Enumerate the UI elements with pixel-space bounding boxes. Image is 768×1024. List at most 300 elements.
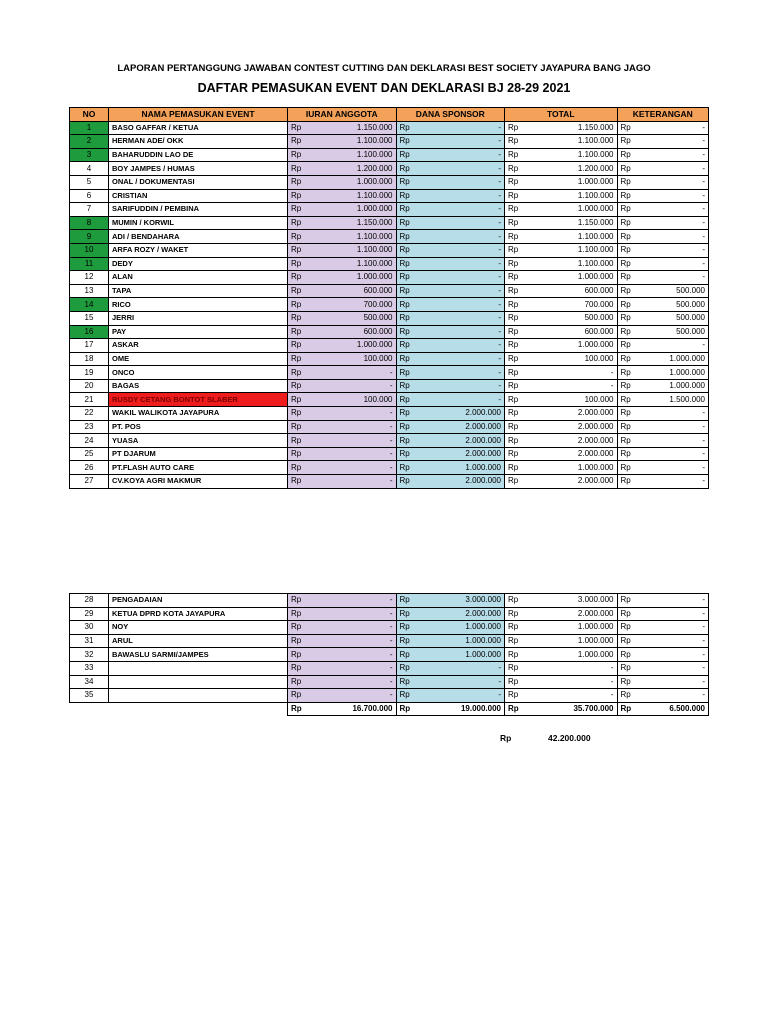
iuran-currency: Rp bbox=[288, 216, 313, 230]
iuran-currency: Rp bbox=[288, 648, 313, 662]
dana-amount: - bbox=[421, 271, 505, 285]
report-subtitle: LAPORAN PERTANGGUNG JAWABAN CONTEST CUTTING DAN DEKLARASI BEST SOCIETY JAYAPURA BANG JAGO bbox=[117, 63, 651, 74]
ket-currency: Rp bbox=[617, 189, 642, 203]
member-name: CV.KOYA AGRI MAKMUR bbox=[109, 475, 288, 489]
iuran-amount: - bbox=[312, 634, 396, 648]
dana-amount: 1.000.000 bbox=[421, 648, 505, 662]
total-currency: Rp bbox=[505, 420, 530, 434]
ket-amount: - bbox=[642, 339, 709, 353]
total-currency: Rp bbox=[505, 366, 530, 380]
ket-amount: - bbox=[642, 434, 709, 448]
dana-amount: - bbox=[421, 325, 505, 339]
table-row bbox=[70, 189, 709, 203]
ket-amount: - bbox=[642, 661, 709, 675]
col-header-keterangan: KETERANGAN bbox=[617, 108, 709, 122]
iuran-amount: 1.100.000 bbox=[312, 230, 396, 244]
iuran-amount: - bbox=[312, 366, 396, 380]
total-amount: 1.000.000 bbox=[529, 271, 617, 285]
total-amount: 2.000.000 bbox=[529, 607, 617, 621]
table-row bbox=[70, 461, 709, 475]
ket-amount: 1.000.000 bbox=[642, 366, 709, 380]
ket-amount: 1.000.000 bbox=[642, 352, 709, 366]
row-number: 25 bbox=[70, 447, 109, 461]
table-row bbox=[70, 648, 709, 662]
dana-currency: Rp bbox=[396, 407, 421, 421]
table-row bbox=[70, 121, 709, 135]
dana-currency: Rp bbox=[396, 621, 421, 635]
member-name: PENGADAIAN bbox=[109, 594, 288, 608]
ket-currency: Rp bbox=[617, 420, 642, 434]
total-amount: 3.000.000 bbox=[529, 594, 617, 608]
row-number: 3 bbox=[70, 148, 109, 162]
ket-currency: Rp bbox=[617, 339, 642, 353]
total-amount: 1.200.000 bbox=[529, 162, 617, 176]
ket-currency: Rp bbox=[617, 407, 642, 421]
dana-total-amount: 19.000.000 bbox=[421, 702, 505, 716]
total-amount: 600.000 bbox=[529, 284, 617, 298]
row-number: 4 bbox=[70, 162, 109, 176]
iuran-currency: Rp bbox=[288, 434, 313, 448]
ket-currency: Rp bbox=[617, 393, 642, 407]
ket-currency: Rp bbox=[617, 284, 642, 298]
total-amount: 1.100.000 bbox=[529, 257, 617, 271]
ket-currency: Rp bbox=[617, 148, 642, 162]
member-name: SARIFUDDIN / PEMBINA bbox=[109, 203, 288, 217]
dana-amount: - bbox=[421, 311, 505, 325]
table-row bbox=[70, 230, 709, 244]
iuran-currency: Rp bbox=[288, 352, 313, 366]
iuran-amount: 1.100.000 bbox=[312, 257, 396, 271]
dana-amount: - bbox=[421, 339, 505, 353]
iuran-amount: 1.100.000 bbox=[312, 189, 396, 203]
ket-amount: - bbox=[642, 230, 709, 244]
member-name: KETUA DPRD KOTA JAYAPURA bbox=[109, 607, 288, 621]
total-currency: Rp bbox=[505, 284, 530, 298]
total-total-currency: Rp bbox=[505, 702, 530, 716]
row-number: 10 bbox=[70, 243, 109, 257]
table-row bbox=[70, 366, 709, 380]
total-amount: 1.000.000 bbox=[529, 634, 617, 648]
dana-amount: 2.000.000 bbox=[421, 407, 505, 421]
member-name: BAWASLU SARMI/JAMPES bbox=[109, 648, 288, 662]
table-row bbox=[70, 420, 709, 434]
member-name bbox=[109, 661, 288, 675]
dana-amount: - bbox=[421, 298, 505, 312]
iuran-amount: - bbox=[312, 407, 396, 421]
table-row bbox=[70, 339, 709, 353]
total-amount: 100.000 bbox=[529, 393, 617, 407]
table-row bbox=[70, 311, 709, 325]
table-row bbox=[70, 271, 709, 285]
iuran-currency: Rp bbox=[288, 148, 313, 162]
table-row bbox=[70, 675, 709, 689]
iuran-currency: Rp bbox=[288, 420, 313, 434]
total-amount: 1.100.000 bbox=[529, 189, 617, 203]
ket-amount: - bbox=[642, 162, 709, 176]
income-table-continued bbox=[69, 593, 709, 716]
iuran-currency: Rp bbox=[288, 311, 313, 325]
ket-currency: Rp bbox=[617, 461, 642, 475]
dana-amount: - bbox=[421, 257, 505, 271]
total-currency: Rp bbox=[505, 339, 530, 353]
row-number: 12 bbox=[70, 271, 109, 285]
ket-amount: - bbox=[642, 689, 709, 703]
iuran-amount: 1.000.000 bbox=[312, 203, 396, 217]
iuran-amount: 1.100.000 bbox=[312, 135, 396, 149]
dana-currency: Rp bbox=[396, 661, 421, 675]
total-amount: 2.000.000 bbox=[529, 447, 617, 461]
member-name: RICO bbox=[109, 298, 288, 312]
dana-amount: 2.000.000 bbox=[421, 607, 505, 621]
iuran-amount: 1.000.000 bbox=[312, 339, 396, 353]
dana-currency: Rp bbox=[396, 461, 421, 475]
dana-currency: Rp bbox=[396, 325, 421, 339]
iuran-amount: - bbox=[312, 475, 396, 489]
iuran-currency: Rp bbox=[288, 393, 313, 407]
totals-spacer-name bbox=[109, 702, 288, 716]
total-currency: Rp bbox=[505, 189, 530, 203]
row-number: 11 bbox=[70, 257, 109, 271]
total-currency: Rp bbox=[505, 298, 530, 312]
ket-amount: 500.000 bbox=[642, 298, 709, 312]
row-number: 2 bbox=[70, 135, 109, 149]
row-number: 16 bbox=[70, 325, 109, 339]
row-number: 15 bbox=[70, 311, 109, 325]
total-currency: Rp bbox=[505, 661, 530, 675]
dana-amount: - bbox=[421, 366, 505, 380]
iuran-currency: Rp bbox=[288, 325, 313, 339]
total-currency: Rp bbox=[505, 325, 530, 339]
member-name: OME bbox=[109, 352, 288, 366]
row-number: 21 bbox=[70, 393, 109, 407]
iuran-currency: Rp bbox=[288, 121, 313, 135]
dana-amount: - bbox=[421, 243, 505, 257]
ket-currency: Rp bbox=[617, 607, 642, 621]
iuran-amount: 1.200.000 bbox=[312, 162, 396, 176]
dana-amount: 1.000.000 bbox=[421, 634, 505, 648]
iuran-amount: - bbox=[312, 461, 396, 475]
total-amount: 1.100.000 bbox=[529, 148, 617, 162]
ket-amount: - bbox=[642, 675, 709, 689]
table-row bbox=[70, 148, 709, 162]
dana-amount: - bbox=[421, 284, 505, 298]
member-name: PT. POS bbox=[109, 420, 288, 434]
dana-total-currency: Rp bbox=[396, 702, 421, 716]
total-currency: Rp bbox=[505, 121, 530, 135]
ket-currency: Rp bbox=[617, 661, 642, 675]
total-currency: Rp bbox=[505, 135, 530, 149]
member-name: BAGAS bbox=[109, 379, 288, 393]
ket-amount: - bbox=[642, 420, 709, 434]
ket-amount: - bbox=[642, 257, 709, 271]
total-currency: Rp bbox=[505, 352, 530, 366]
dana-amount: 2.000.000 bbox=[421, 447, 505, 461]
iuran-currency: Rp bbox=[288, 230, 313, 244]
ket-amount: - bbox=[642, 216, 709, 230]
ket-amount: - bbox=[642, 621, 709, 635]
total-amount: 500.000 bbox=[529, 311, 617, 325]
iuran-currency: Rp bbox=[288, 243, 313, 257]
member-name: BOY JAMPES / HUMAS bbox=[109, 162, 288, 176]
total-amount: 100.000 bbox=[529, 352, 617, 366]
ket-currency: Rp bbox=[617, 216, 642, 230]
dana-currency: Rp bbox=[396, 216, 421, 230]
row-number: 6 bbox=[70, 189, 109, 203]
total-amount: 1.100.000 bbox=[529, 243, 617, 257]
totals-spacer-no bbox=[70, 702, 109, 716]
row-number: 23 bbox=[70, 420, 109, 434]
ket-amount: - bbox=[642, 121, 709, 135]
row-number: 33 bbox=[70, 661, 109, 675]
member-name: ADI / BENDAHARA bbox=[109, 230, 288, 244]
dana-currency: Rp bbox=[396, 447, 421, 461]
total-currency: Rp bbox=[505, 230, 530, 244]
table-row bbox=[70, 475, 709, 489]
dana-amount: - bbox=[421, 135, 505, 149]
table-row bbox=[70, 407, 709, 421]
dana-currency: Rp bbox=[396, 243, 421, 257]
row-number: 28 bbox=[70, 594, 109, 608]
member-name: CRISTIAN bbox=[109, 189, 288, 203]
iuran-total-amount: 16.700.000 bbox=[312, 702, 396, 716]
iuran-total-currency: Rp bbox=[288, 702, 313, 716]
iuran-amount: 600.000 bbox=[312, 284, 396, 298]
row-number: 31 bbox=[70, 634, 109, 648]
ket-currency: Rp bbox=[617, 162, 642, 176]
iuran-currency: Rp bbox=[288, 475, 313, 489]
total-amount: 1.000.000 bbox=[529, 461, 617, 475]
dana-currency: Rp bbox=[396, 352, 421, 366]
col-header-no: NO bbox=[70, 108, 109, 122]
row-number: 27 bbox=[70, 475, 109, 489]
dana-currency: Rp bbox=[396, 607, 421, 621]
dana-currency: Rp bbox=[396, 121, 421, 135]
ket-currency: Rp bbox=[617, 689, 642, 703]
ket-amount: - bbox=[642, 447, 709, 461]
member-name: DEDY bbox=[109, 257, 288, 271]
iuran-currency: Rp bbox=[288, 461, 313, 475]
iuran-amount: - bbox=[312, 689, 396, 703]
total-amount: 2.000.000 bbox=[529, 475, 617, 489]
iuran-amount: - bbox=[312, 420, 396, 434]
member-name bbox=[109, 689, 288, 703]
ket-currency: Rp bbox=[617, 230, 642, 244]
dana-currency: Rp bbox=[396, 189, 421, 203]
iuran-currency: Rp bbox=[288, 689, 313, 703]
ket-amount: - bbox=[642, 407, 709, 421]
ket-currency: Rp bbox=[617, 271, 642, 285]
ket-amount: 500.000 bbox=[642, 325, 709, 339]
dana-amount: - bbox=[421, 379, 505, 393]
ket-amount: - bbox=[642, 475, 709, 489]
iuran-currency: Rp bbox=[288, 634, 313, 648]
member-name: NOY bbox=[109, 621, 288, 635]
member-name: ALAN bbox=[109, 271, 288, 285]
iuran-currency: Rp bbox=[288, 675, 313, 689]
row-number: 30 bbox=[70, 621, 109, 635]
member-name: PT.FLASH AUTO CARE bbox=[109, 461, 288, 475]
dana-currency: Rp bbox=[396, 434, 421, 448]
iuran-currency: Rp bbox=[288, 661, 313, 675]
total-amount: 1.000.000 bbox=[529, 648, 617, 662]
total-currency: Rp bbox=[505, 407, 530, 421]
iuran-amount: - bbox=[312, 379, 396, 393]
dana-amount: - bbox=[421, 393, 505, 407]
ket-currency: Rp bbox=[617, 203, 642, 217]
table-row bbox=[70, 447, 709, 461]
ket-amount: - bbox=[642, 271, 709, 285]
iuran-currency: Rp bbox=[288, 175, 313, 189]
dana-currency: Rp bbox=[396, 311, 421, 325]
ket-currency: Rp bbox=[617, 135, 642, 149]
iuran-amount: 1.150.000 bbox=[312, 121, 396, 135]
row-number: 1 bbox=[70, 121, 109, 135]
ket-currency: Rp bbox=[617, 634, 642, 648]
dana-currency: Rp bbox=[396, 420, 421, 434]
dana-amount: - bbox=[421, 162, 505, 176]
iuran-amount: 1.000.000 bbox=[312, 175, 396, 189]
total-currency: Rp bbox=[505, 434, 530, 448]
total-amount: 1.000.000 bbox=[529, 621, 617, 635]
col-header-total: TOTAL bbox=[505, 108, 618, 122]
member-name: MUMIN / KORWIL bbox=[109, 216, 288, 230]
col-header-name: NAMA PEMASUKAN EVENT bbox=[109, 108, 288, 122]
ket-currency: Rp bbox=[617, 175, 642, 189]
member-name: YUASA bbox=[109, 434, 288, 448]
dana-amount: - bbox=[421, 675, 505, 689]
iuran-currency: Rp bbox=[288, 594, 313, 608]
member-name: ARFA ROZY / WAKET bbox=[109, 243, 288, 257]
row-number: 32 bbox=[70, 648, 109, 662]
member-name: ASKAR bbox=[109, 339, 288, 353]
dana-amount: 3.000.000 bbox=[421, 594, 505, 608]
dana-amount: - bbox=[421, 148, 505, 162]
iuran-currency: Rp bbox=[288, 379, 313, 393]
total-amount: 1.000.000 bbox=[529, 203, 617, 217]
dana-currency: Rp bbox=[396, 379, 421, 393]
total-amount: 600.000 bbox=[529, 325, 617, 339]
ket-currency: Rp bbox=[617, 594, 642, 608]
dana-amount: - bbox=[421, 189, 505, 203]
row-number: 26 bbox=[70, 461, 109, 475]
iuran-amount: - bbox=[312, 621, 396, 635]
dana-amount: - bbox=[421, 175, 505, 189]
member-name: PT DJARUM bbox=[109, 447, 288, 461]
total-currency: Rp bbox=[505, 175, 530, 189]
row-number: 35 bbox=[70, 689, 109, 703]
ket-amount: - bbox=[642, 461, 709, 475]
iuran-amount: 500.000 bbox=[312, 311, 396, 325]
total-amount: - bbox=[529, 689, 617, 703]
ket-currency: Rp bbox=[617, 379, 642, 393]
total-currency: Rp bbox=[505, 475, 530, 489]
iuran-currency: Rp bbox=[288, 284, 313, 298]
ket-currency: Rp bbox=[617, 121, 642, 135]
iuran-currency: Rp bbox=[288, 189, 313, 203]
dana-currency: Rp bbox=[396, 162, 421, 176]
row-number: 19 bbox=[70, 366, 109, 380]
ket-currency: Rp bbox=[617, 447, 642, 461]
ket-currency: Rp bbox=[617, 311, 642, 325]
ket-currency: Rp bbox=[617, 621, 642, 635]
iuran-currency: Rp bbox=[288, 162, 313, 176]
iuran-amount: 1.100.000 bbox=[312, 243, 396, 257]
row-number: 22 bbox=[70, 407, 109, 421]
member-name bbox=[109, 675, 288, 689]
dana-currency: Rp bbox=[396, 284, 421, 298]
iuran-currency: Rp bbox=[288, 271, 313, 285]
dana-currency: Rp bbox=[396, 175, 421, 189]
member-name: BASO GAFFAR / KETUA bbox=[109, 121, 288, 135]
report-title: DAFTAR PEMASUKAN EVENT DAN DEKLARASI BJ 28-29 2021 bbox=[197, 81, 571, 95]
iuran-currency: Rp bbox=[288, 298, 313, 312]
table-row bbox=[70, 135, 709, 149]
dana-currency: Rp bbox=[396, 648, 421, 662]
table-row bbox=[70, 379, 709, 393]
iuran-amount: 600.000 bbox=[312, 325, 396, 339]
dana-currency: Rp bbox=[396, 689, 421, 703]
member-name: TAPA bbox=[109, 284, 288, 298]
total-currency: Rp bbox=[505, 447, 530, 461]
ket-total-amount: 6.500.000 bbox=[642, 702, 709, 716]
row-number: 9 bbox=[70, 230, 109, 244]
member-name: PAY bbox=[109, 325, 288, 339]
iuran-currency: Rp bbox=[288, 339, 313, 353]
total-currency: Rp bbox=[505, 634, 530, 648]
grand-total-currency: Rp bbox=[500, 733, 512, 743]
iuran-amount: - bbox=[312, 675, 396, 689]
iuran-currency: Rp bbox=[288, 366, 313, 380]
iuran-currency: Rp bbox=[288, 621, 313, 635]
table-row bbox=[70, 325, 709, 339]
totals-row bbox=[70, 702, 709, 716]
grand-total-value: 42.200.000 bbox=[548, 733, 591, 743]
iuran-currency: Rp bbox=[288, 257, 313, 271]
row-number: 8 bbox=[70, 216, 109, 230]
iuran-currency: Rp bbox=[288, 203, 313, 217]
ket-amount: - bbox=[642, 634, 709, 648]
dana-currency: Rp bbox=[396, 366, 421, 380]
dana-amount: 1.000.000 bbox=[421, 461, 505, 475]
dana-amount: - bbox=[421, 230, 505, 244]
row-number: 5 bbox=[70, 175, 109, 189]
ket-amount: - bbox=[642, 175, 709, 189]
iuran-amount: - bbox=[312, 607, 396, 621]
dana-currency: Rp bbox=[396, 475, 421, 489]
ket-amount: - bbox=[642, 203, 709, 217]
dana-amount: - bbox=[421, 203, 505, 217]
member-name: HERMAN ADE/ OKK bbox=[109, 135, 288, 149]
row-number: 24 bbox=[70, 434, 109, 448]
ket-amount: - bbox=[642, 189, 709, 203]
ket-currency: Rp bbox=[617, 434, 642, 448]
total-amount: 2.000.000 bbox=[529, 434, 617, 448]
col-header-dana: DANA SPONSOR bbox=[396, 108, 505, 122]
table-row bbox=[70, 689, 709, 703]
iuran-amount: 700.000 bbox=[312, 298, 396, 312]
total-amount: 1.000.000 bbox=[529, 339, 617, 353]
total-amount: 1.100.000 bbox=[529, 135, 617, 149]
total-amount: - bbox=[529, 366, 617, 380]
dana-currency: Rp bbox=[396, 634, 421, 648]
ket-amount: - bbox=[642, 607, 709, 621]
table-row bbox=[70, 243, 709, 257]
dana-currency: Rp bbox=[396, 298, 421, 312]
member-name: BAHARUDDIN LAO DE bbox=[109, 148, 288, 162]
dana-currency: Rp bbox=[396, 271, 421, 285]
member-name: JERRI bbox=[109, 311, 288, 325]
total-currency: Rp bbox=[505, 461, 530, 475]
